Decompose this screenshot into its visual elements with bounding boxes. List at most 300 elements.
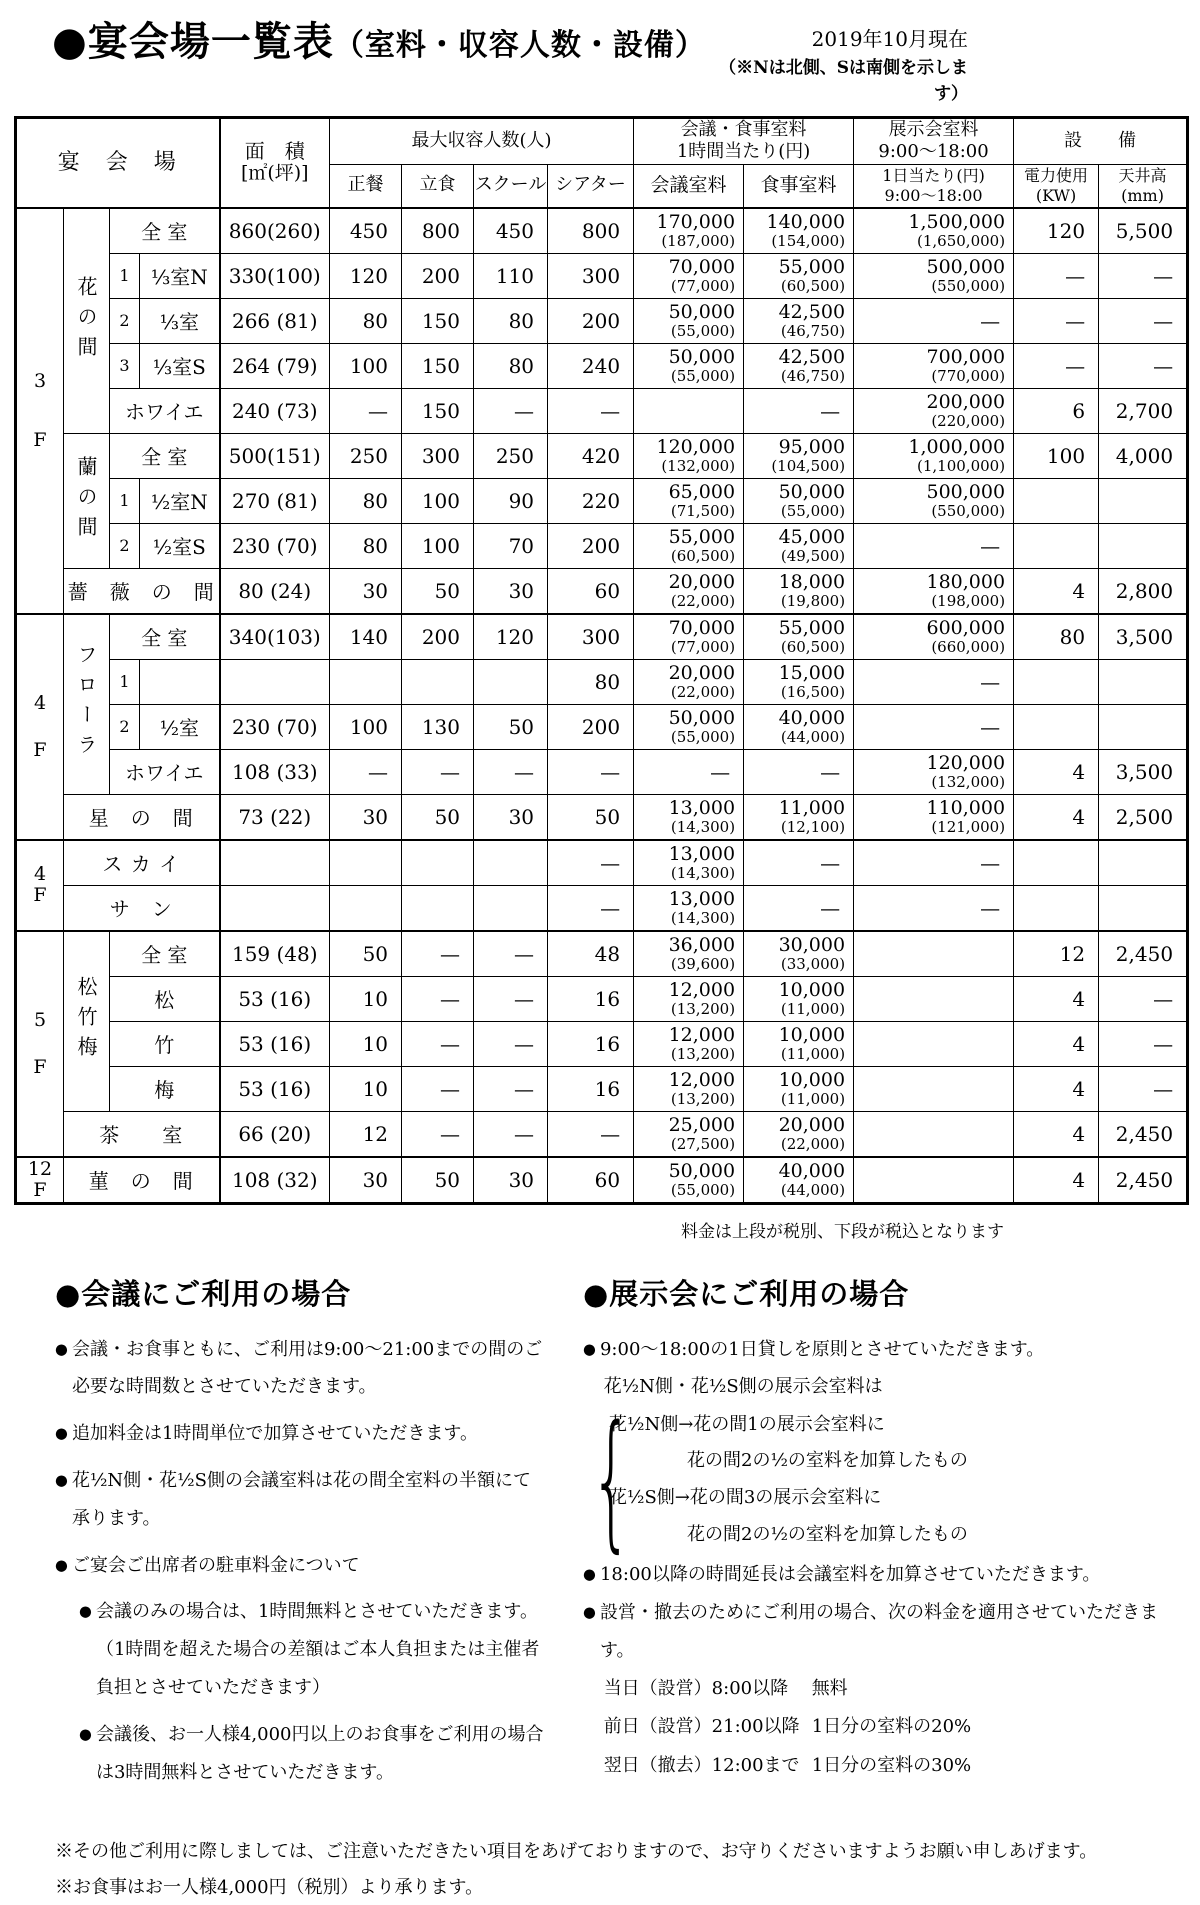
table-cell: 竹 <box>110 1021 220 1066</box>
table-cell: 50 <box>548 794 634 840</box>
bullet-icon: ● <box>583 1340 596 1358</box>
table-cell: 80 <box>330 523 402 568</box>
footnote-line: ※その他ご利用に際しましては、ご注意いただきたい項目をあげておりますので、お守りくださいますようお願い申しあげます。 <box>55 1841 1098 1863</box>
table-cell <box>1014 659 1099 704</box>
table-cell: 65,000 (71,500) <box>634 478 744 523</box>
table-cell: 25,000 (27,500) <box>634 1111 744 1157</box>
table-cell: 50 <box>402 1157 474 1204</box>
table-cell: 42,500 (46,750) <box>744 298 854 343</box>
table-row <box>16 208 1188 254</box>
table-cell: 100 <box>402 523 474 568</box>
table-cell: — <box>402 976 474 1021</box>
table-cell: 4 <box>1014 976 1099 1021</box>
table-cell <box>1014 523 1099 568</box>
table-cell: 13,000 (14,300) <box>634 840 744 886</box>
table-cell: 200 <box>402 614 474 660</box>
table-cell: 420 <box>548 433 634 478</box>
table-cell: 80 (24) <box>220 568 330 614</box>
table-cell: 90 <box>474 478 548 523</box>
table-cell <box>220 659 330 704</box>
table-cell: — <box>1099 298 1188 343</box>
date-block <box>706 24 968 108</box>
table-cell: 300 <box>548 253 634 298</box>
table-cell: 200 <box>548 523 634 568</box>
table-cell <box>1099 885 1188 931</box>
table-cell <box>330 840 402 886</box>
setup-fee-row: 前日（設営）21:00以降 1日分の室料の20% <box>603 1716 972 1738</box>
table-cell: ½室S <box>140 523 220 568</box>
table-cell: — <box>1099 1066 1188 1111</box>
table-cell: — <box>854 659 1014 704</box>
table-cell: 全 室 <box>110 614 220 660</box>
table-cell: ½室N <box>140 478 220 523</box>
table-cell: 80 <box>1014 614 1099 660</box>
table-cell <box>402 840 474 886</box>
school-header: スクール <box>474 164 548 208</box>
table-cell: 50,000 (55,000) <box>634 1157 744 1204</box>
table-cell: 2,450 <box>1099 1111 1188 1157</box>
table-cell <box>474 659 548 704</box>
page-title-main: ●宴会場一覧表 <box>52 18 334 65</box>
table-cell: 200 <box>548 298 634 343</box>
table-cell: 200,000 (220,000) <box>854 388 1014 433</box>
meeting-note-item: ● ご宴会ご出席者の駐車料金について <box>55 1547 547 1585</box>
capacity-header: 最大収容人数(人) <box>330 117 634 164</box>
table-cell: — <box>548 388 634 433</box>
table-cell: 70 <box>474 523 548 568</box>
table-cell: 20,000 (22,000) <box>634 568 744 614</box>
table-cell: 4 <box>1014 1111 1099 1157</box>
table-cell: 3,500 <box>1099 749 1188 794</box>
exhibit-fee-header: 展示会室料 9:00～18:00 <box>854 117 1014 164</box>
table-cell: — <box>402 749 474 794</box>
table-cell: 50,000 (55,000) <box>634 298 744 343</box>
exhibit-usage-title: ●展示会にご利用の場合 <box>583 1276 910 1311</box>
meeting-fee-header: 会議・食事室料 1時間当たり(円) <box>634 117 854 164</box>
table-row <box>16 1021 1188 1066</box>
table-cell: 12,000 (13,200) <box>634 976 744 1021</box>
table-cell: 340(103) <box>220 614 330 660</box>
table-cell: 2 <box>110 523 140 568</box>
table-cell: ⅓室 <box>140 298 220 343</box>
table-cell: 3,500 <box>1099 614 1188 660</box>
table-cell: 50 <box>330 931 402 977</box>
table-cell: 70,000 (77,000) <box>634 253 744 298</box>
table-row <box>16 931 1188 977</box>
table-cell: 100 <box>330 343 402 388</box>
table-cell: 70,000 (77,000) <box>634 614 744 660</box>
ceiling-header: 天井高 (mm) <box>1099 164 1188 208</box>
meeting-note-item: ● 会議・お食事ともに、ご利用は9:00～21:00までの間のご必要な時間数とさせていただきます。 <box>55 1331 547 1407</box>
table-cell: 150 <box>402 388 474 433</box>
table-cell: 10,000 (11,000) <box>744 1066 854 1111</box>
table-cell: 100 <box>330 704 402 749</box>
table-cell: 120 <box>474 614 548 660</box>
table-cell <box>854 1157 1014 1204</box>
hall-group-cell: 松竹梅 <box>64 931 110 1112</box>
table-row <box>16 253 1188 298</box>
table-cell: 150 <box>402 298 474 343</box>
hall-group-cell: フローラ <box>64 614 110 795</box>
meeting-room-fee-header: 会議室料 <box>634 164 744 208</box>
table-cell: 800 <box>402 208 474 254</box>
meeting-note-item: ● 花½N側・花½S側の会議室料は花の間全室料の半額にて承ります。 <box>55 1462 547 1538</box>
table-cell: 42,500 (46,750) <box>744 343 854 388</box>
floor-cell: 4 F <box>16 840 64 931</box>
table-cell <box>1099 523 1188 568</box>
table-cell <box>854 1111 1014 1157</box>
table-cell: — <box>744 885 854 931</box>
bullet-icon: ● <box>55 1556 68 1574</box>
table-cell: 1 <box>110 478 140 523</box>
table-cell: 4,000 <box>1099 433 1188 478</box>
table-cell: ⅓室S <box>140 343 220 388</box>
table-cell: — <box>474 976 548 1021</box>
table-cell: 100 <box>402 478 474 523</box>
table-cell: 200 <box>548 704 634 749</box>
table-cell: 5,500 <box>1099 208 1188 254</box>
table-body <box>16 208 1188 1204</box>
banquet-table <box>14 116 1189 1205</box>
table-cell: 860(260) <box>220 208 330 254</box>
table-cell: 12,000 (13,200) <box>634 1021 744 1066</box>
table-cell: 全 室 <box>110 433 220 478</box>
table-row <box>16 568 1188 614</box>
floor-cell: 3 F <box>16 208 64 614</box>
setup-fee-row: 翌日（撤去）12:00まで 1日分の室料の30% <box>603 1755 972 1777</box>
table-row <box>16 523 1188 568</box>
tax-note: 料金は上段が税別、下段が税込となります <box>681 1221 1004 1242</box>
floor-cell: 4 F <box>16 614 64 840</box>
bullet-icon: ● <box>583 1566 596 1584</box>
table-cell: 500,000 (550,000) <box>854 253 1014 298</box>
exhibit-daily-fee-header: 1日当たり(円) 9:00～18:00 <box>854 164 1014 208</box>
table-cell: 73 (22) <box>220 794 330 840</box>
table-row <box>16 614 1188 660</box>
table-cell: — <box>548 1111 634 1157</box>
table-row <box>16 794 1188 840</box>
table-row <box>16 704 1188 749</box>
table-cell: 薔 薇 の 間 <box>64 568 220 614</box>
brace-lines: 花½N側→花の間1の展示会室料に 花の間2の½の室料を加算したもの 花½S側→花の間3の展示会室料に 花の間2の½の室料を加算したもの <box>609 1413 968 1546</box>
table-cell: 250 <box>330 433 402 478</box>
table-cell: — <box>474 1111 548 1157</box>
table-cell: 12 <box>1014 931 1099 977</box>
table-cell: 60 <box>548 568 634 614</box>
table-cell: 10,000 (11,000) <box>744 976 854 1021</box>
table-row <box>16 1111 1188 1157</box>
table-cell: — <box>854 840 1014 886</box>
table-cell: 120,000 (132,000) <box>854 749 1014 794</box>
table-cell: 40,000 (44,000) <box>744 704 854 749</box>
table-cell: ホワイエ <box>110 388 220 433</box>
theater-header: シアター <box>548 164 634 208</box>
table-cell: 1 <box>110 253 140 298</box>
table-cell: 全 室 <box>110 208 220 254</box>
table-cell: 全 室 <box>110 931 220 977</box>
table-cell: 50,000 (55,000) <box>634 704 744 749</box>
table-cell: 300 <box>402 433 474 478</box>
table-row <box>16 298 1188 343</box>
brace-icon: { <box>590 1394 633 1567</box>
bullet-icon: ● <box>55 1425 68 1443</box>
table-cell: 60 <box>548 1157 634 1204</box>
table-cell: 1,500,000 (1,650,000) <box>854 208 1014 254</box>
table-cell: ⅓室N <box>140 253 220 298</box>
table-cell: 36,000 (39,600) <box>634 931 744 977</box>
table-cell <box>1099 659 1188 704</box>
setup-fee-row: 当日（設営）8:00以降 無料 <box>603 1677 848 1699</box>
table-cell: 12 <box>330 1111 402 1157</box>
table-cell: 10 <box>330 1066 402 1111</box>
table-cell: 50 <box>402 794 474 840</box>
table-cell: 4 <box>1014 794 1099 840</box>
table-cell: 159 (48) <box>220 931 330 977</box>
table-cell: — <box>548 749 634 794</box>
table-cell: — <box>1014 253 1099 298</box>
table-cell: 13,000 (14,300) <box>634 794 744 840</box>
table-cell: 53 (16) <box>220 976 330 1021</box>
table-cell: — <box>1014 343 1099 388</box>
footnotes <box>55 1834 1200 1904</box>
table-cell <box>402 659 474 704</box>
table-cell: 180,000 (198,000) <box>854 568 1014 614</box>
hall-header: 宴 会 場 <box>16 117 220 208</box>
table-header-row-1 <box>16 117 1188 164</box>
table-cell: 4 <box>1014 1021 1099 1066</box>
table-cell: 48 <box>548 931 634 977</box>
table-cell: 1,000,000 (1,100,000) <box>854 433 1014 478</box>
exhibit-note-subline: 花½N側・花½S側の展示会室料は <box>603 1376 883 1398</box>
table-cell: 2 <box>110 704 140 749</box>
bullet-icon: ● <box>79 1603 92 1621</box>
table-cell: 4 <box>1014 749 1099 794</box>
table-cell: 菫 の 間 <box>64 1157 220 1204</box>
table-cell: 240 <box>548 343 634 388</box>
table-cell: 600,000 (660,000) <box>854 614 1014 660</box>
bullet-icon: ● <box>55 1472 68 1490</box>
table-cell <box>402 885 474 931</box>
table-cell: — <box>474 931 548 977</box>
table-cell: 10 <box>330 1021 402 1066</box>
table-cell: 2,450 <box>1099 931 1188 977</box>
table-cell: 330(100) <box>220 253 330 298</box>
table-cell: 95,000 (104,500) <box>744 433 854 478</box>
table-row <box>16 1066 1188 1111</box>
table-cell: ス カ イ <box>64 840 220 886</box>
table-cell: 30 <box>474 794 548 840</box>
table-cell: — <box>402 931 474 977</box>
table-cell: 110,000 (121,000) <box>854 794 1014 840</box>
table-cell <box>140 659 220 704</box>
table-cell: 500(151) <box>220 433 330 478</box>
table-cell: 80 <box>330 478 402 523</box>
table-cell: 3 <box>110 343 140 388</box>
table-cell: — <box>474 1066 548 1111</box>
table-cell: 55,000 (60,500) <box>634 523 744 568</box>
table-cell: 120,000 (132,000) <box>634 433 744 478</box>
table-cell: 2,450 <box>1099 1157 1188 1204</box>
table-cell: — <box>854 523 1014 568</box>
table-cell: 80 <box>474 298 548 343</box>
table-cell: 450 <box>474 208 548 254</box>
table-cell: — <box>1099 253 1188 298</box>
usage-notes <box>55 1272 1200 1801</box>
table-cell <box>1014 885 1099 931</box>
area-header: 面 積 [㎡(坪)] <box>220 117 330 208</box>
table-row <box>16 976 1188 1021</box>
table-cell: — <box>402 1066 474 1111</box>
table-cell: 16 <box>548 1066 634 1111</box>
table-cell: ホワイエ <box>110 749 220 794</box>
table-cell: 450 <box>330 208 402 254</box>
table-cell: 茶 室 <box>64 1111 220 1157</box>
page-title <box>52 10 706 67</box>
table-cell: 108 (32) <box>220 1157 330 1204</box>
north-south-note: （※Nは北側、Sは南側を示します） <box>719 58 968 105</box>
table-cell: 240 (73) <box>220 388 330 433</box>
table-cell: 星 の 間 <box>64 794 220 840</box>
table-cell: 80 <box>330 298 402 343</box>
meeting-usage-title: ●会議にご利用の場合 <box>55 1276 352 1311</box>
table-cell: 30 <box>330 794 402 840</box>
exhibit-usage-section <box>583 1272 1169 1801</box>
table-cell <box>1014 840 1099 886</box>
table-cell: 50,000 (55,000) <box>744 478 854 523</box>
table-cell <box>854 1021 1014 1066</box>
table-cell <box>1099 478 1188 523</box>
meeting-note-item: ● 追加料金は1時間単位で加算させていただきます。 <box>55 1415 547 1453</box>
table-cell <box>330 885 402 931</box>
table-cell: — <box>474 749 548 794</box>
buffet-header: 立食 <box>402 164 474 208</box>
table-cell: 11,000 (12,100) <box>744 794 854 840</box>
table-cell: 53 (16) <box>220 1066 330 1111</box>
table-cell <box>330 659 402 704</box>
table-cell: — <box>1099 976 1188 1021</box>
bullet-icon: ● <box>583 1604 596 1622</box>
table-cell: 40,000 (44,000) <box>744 1157 854 1204</box>
table-row <box>16 433 1188 478</box>
table-cell: 2 <box>110 298 140 343</box>
as-of-date: 2019年10月現在 <box>811 27 968 51</box>
table-cell: 2,700 <box>1099 388 1188 433</box>
table-cell: — <box>744 840 854 886</box>
table-cell: 266 (81) <box>220 298 330 343</box>
table-cell <box>854 976 1014 1021</box>
equipment-header: 設 備 <box>1014 117 1188 164</box>
table-cell: 50,000 (55,000) <box>634 343 744 388</box>
table-row <box>16 840 1188 886</box>
table-cell: — <box>1014 298 1099 343</box>
table-cell <box>220 885 330 931</box>
table-row <box>16 885 1188 931</box>
table-cell: 55,000 (60,500) <box>744 614 854 660</box>
floor-cell: 12 F <box>16 1157 64 1204</box>
table-cell: 10 <box>330 976 402 1021</box>
table-cell: 500,000 (550,000) <box>854 478 1014 523</box>
power-header: 電力使用 (KW) <box>1014 164 1099 208</box>
meal-room-fee-header: 食事室料 <box>744 164 854 208</box>
table-cell: 30 <box>330 568 402 614</box>
table-row <box>16 388 1188 433</box>
table-cell: 230 (70) <box>220 523 330 568</box>
table-cell: 30 <box>330 1157 402 1204</box>
table-cell: 300 <box>548 614 634 660</box>
exhibit-note-item: ● 18:00以降の時間延長は会議室料を加算させていただきます。 <box>583 1556 1169 1594</box>
exhibit-fee-rule <box>583 1394 1169 1567</box>
table-cell: — <box>1099 343 1188 388</box>
table-cell: 120 <box>1014 208 1099 254</box>
table-cell: 250 <box>474 433 548 478</box>
table-cell: 66 (20) <box>220 1111 330 1157</box>
table-cell: 2,500 <box>1099 794 1188 840</box>
page-header <box>0 0 1200 108</box>
table-cell: 20,000 (22,000) <box>634 659 744 704</box>
hall-group-cell: 花の間 <box>64 208 110 434</box>
table-cell: 30 <box>474 1157 548 1204</box>
table-cell: — <box>854 704 1014 749</box>
footnote-line: ※お食事はお一人様4,000円（税別）より承ります。 <box>55 1876 484 1898</box>
table-row <box>16 749 1188 794</box>
table-cell: — <box>854 298 1014 343</box>
exhibit-note-item: ● 設営・撤去のためにご利用の場合、次の料金を適用させていただきます。 <box>583 1594 1169 1670</box>
table-cell <box>854 1066 1014 1111</box>
bullet-icon: ● <box>79 1725 92 1743</box>
table-cell: 30 <box>474 568 548 614</box>
table-cell: 700,000 (770,000) <box>854 343 1014 388</box>
table-cell: 13,000 (14,300) <box>634 885 744 931</box>
table-cell: — <box>854 885 1014 931</box>
table-cell: — <box>744 388 854 433</box>
table-row <box>16 343 1188 388</box>
seated-header: 正餐 <box>330 164 402 208</box>
hall-group-cell: 蘭の間 <box>64 433 110 568</box>
table-cell: 230 (70) <box>220 704 330 749</box>
table-cell <box>1099 704 1188 749</box>
table-header <box>16 117 1188 208</box>
parking-sub-item: ● 会議のみの場合は、1時間無料とさせていただきます。（1時間を超えた場合の差額はご本人負担または主催者負担とさせていただきます） <box>79 1593 547 1706</box>
table-cell: 110 <box>474 253 548 298</box>
table-cell: 50 <box>402 568 474 614</box>
table-cell: 16 <box>548 1021 634 1066</box>
table-cell: — <box>402 1111 474 1157</box>
table-cell <box>854 931 1014 977</box>
table-cell <box>1014 704 1099 749</box>
table-cell: 140,000 (154,000) <box>744 208 854 254</box>
table-cell: 264 (79) <box>220 343 330 388</box>
table-cell: 800 <box>548 208 634 254</box>
table-cell: 4 <box>1014 1066 1099 1111</box>
table-cell: ½室 <box>140 704 220 749</box>
table-cell: サ ン <box>64 885 220 931</box>
floor-cell: 5 F <box>16 931 64 1157</box>
table-cell: — <box>744 749 854 794</box>
table-cell: — <box>474 388 548 433</box>
table-cell: — <box>330 749 402 794</box>
table-cell: — <box>474 1021 548 1066</box>
table-row <box>16 1157 1188 1204</box>
table-cell: 梅 <box>110 1066 220 1111</box>
page-title-paren: （室料・収容人数・設備） <box>333 28 706 63</box>
table-cell: 130 <box>402 704 474 749</box>
table-cell: 18,000 (19,800) <box>744 568 854 614</box>
table-cell: 100 <box>1014 433 1099 478</box>
table-cell: 松 <box>110 976 220 1021</box>
table-cell: 120 <box>330 253 402 298</box>
table-cell: 53 (16) <box>220 1021 330 1066</box>
table-cell: 30,000 (33,000) <box>744 931 854 977</box>
